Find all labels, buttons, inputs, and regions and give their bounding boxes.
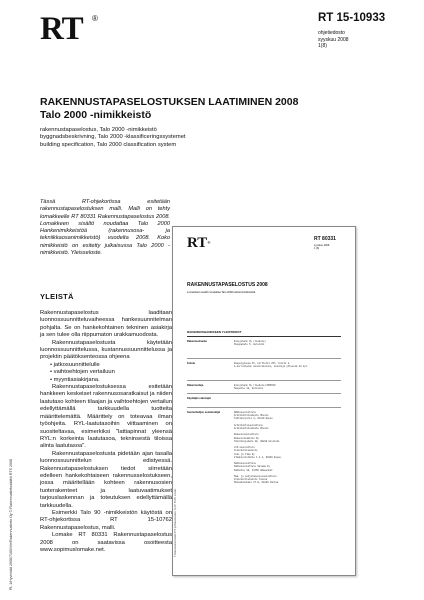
doc-date: syyskuu 2008 bbox=[318, 36, 349, 43]
list-item: • myyntiasiakirjana. bbox=[50, 377, 172, 384]
preview-date: syyskuu 2008 bbox=[314, 244, 330, 247]
preview-divider bbox=[187, 336, 341, 337]
preview-row-value: ARKkesuunnittelu Arkkitehtitoimisto Oheste Tahtikarpirii 4, 01110 Espoo Arkkitehtisuunnittelu Arkkitehtitoimisto Oheste Rakennesuunnittelu Rakennetoimisto Oy Ydentikujakatu 2A, 00220 Helsinki LVI-suunnittelu Insinööritoimisto Vesi ja Ilma Oy Ilmakierintätie 1 A 4, 00440 Espoo Sähkösuunnittelu Sähkösuunnittelu Salama Ky Sähkötie 38, 14750 Hämeenkat Maa- ja pohjarakennesuunnittelu Insinööritoimisto Tukeva Maisakatukatu 27 B, 01820 Vantaa bbox=[234, 411, 281, 485]
rt-logo-text: RT bbox=[40, 11, 83, 47]
paragraph: Rakennustapaselostusta pidetään ajan tasalla luonnossuunnittelun edistyessä. Rakennustapaselostuksen tiedot siirretään edelleen hankekohtaiseen rakennusselostukseen, jossa määritellään kohteen rakennusosien tuoterakenteet ja laatuvaatimukset tarjouslaskennan ja toteutuksen edellyttämällä tarkkuudella. bbox=[40, 450, 172, 509]
document-title bbox=[40, 96, 400, 122]
preview-row-label: Suunnittelijat, asiantuntijat bbox=[187, 411, 221, 414]
registered-mark: ® bbox=[92, 14, 98, 23]
doc-pages: 1(8) bbox=[318, 43, 327, 50]
preview-row-value: Kaupunginosa 15, korttelit 257, tontti 4. A-kerrostalon asuinrakennus, asuntoja yhteensä 44 kpl. bbox=[234, 362, 309, 369]
preview-row-label: Käyttäjän edustajat bbox=[187, 397, 211, 400]
keywords bbox=[40, 127, 400, 149]
document-meta bbox=[318, 30, 349, 50]
keywords-fi: rakennustapaselostus, Talo 2000 -nimikkeistö bbox=[40, 127, 157, 133]
paragraph: Lomake RT 80331 Rakennustapaselostus 2008 on saatavissa osoitteesta www.sopimuslomake.net. bbox=[40, 532, 172, 553]
preview-row-value: Einojuhank Oy (tiedote) Muuppakatu 5, Helsinki bbox=[234, 340, 266, 347]
preview-pages: 1 (6) bbox=[314, 247, 320, 251]
preview-logo-text: RT bbox=[187, 235, 208, 251]
preview-row-label: Kohde bbox=[187, 362, 196, 365]
bullet-list bbox=[40, 362, 172, 384]
title-line-1: RAKENNUSTAPASELOSTUKSEN LAATIMINEN 2008 bbox=[40, 96, 299, 108]
preview-meta bbox=[314, 244, 329, 251]
paragraph: Rakennustapaselostus laaditaan luonnossuunnitteluvaiheessa hankesuunnitelman pohjalta. Se on hankekohtainen tekninen asiakirja ja sen tulee olla riippumaton urakkamuodosta. bbox=[40, 310, 172, 339]
paragraph: Esimerkki Talo 90 -nimikkeistön käytöstä on RT-ohjekortissa RT 15-10762 Rakennustapaselostus, malli. bbox=[40, 509, 172, 531]
preview-code: RT 80331 bbox=[314, 236, 336, 242]
intro-text: Tässä RT-ohjekortissa esitetään rakennustapaselostuksen malli. Malli on tehty lomakkeelle RT 80331 Rakennustapaselostus 2008. Lomakkeen sisältö noudattaa Talo 2000 Hankenimikkeistöä (rakennusosa- ja tekniikkaosanimikkeistö) vuodelta 2008. Koko nimikkeistö on esitetty julkaisussa Talo 2000 -nimikkeistö. Yleisseloste. bbox=[40, 199, 170, 257]
row-divider bbox=[187, 407, 341, 408]
preview-subtitle: Lomakkeen sisältö noudattaa Talo 2000 Hankenimikkeistöä. bbox=[187, 291, 256, 294]
preview-side-imprint: © Rakennustietosäätiö RTS ja Rakennustieto Oy RT 80331 lomake bbox=[175, 488, 177, 557]
keywords-en: building specification, Talo 2000 classification system bbox=[40, 141, 177, 148]
preview-registered-mark: ® bbox=[207, 240, 211, 245]
preview-title: RAKENNUSTAPASELOSTUS 2008 bbox=[187, 282, 268, 288]
preview-row-label: Rakennuttaja bbox=[187, 384, 204, 387]
paragraph: Rakennustapaselostuksessa esitetään hankkeen keskeiset rakennusosaratkaisut ja niiden laatutaso kohteen tilaajan ja vaihtoehtojen vertailun edellyttämällä tarkkuudella tuotteita määrittelemättä. Määrittely on toteavaa ilman työohjeita. RYL-laatutasoihin viittaaminen on suositeltavaa, esimerkiksi "lattiapinnat yleensä RYL:n korkeinta laatutasoa, tekninsestä tiloissa alinta laatutasoa". bbox=[40, 384, 172, 450]
list-item: • vaihtoehtojen vertailuun bbox=[50, 369, 172, 376]
paragraph: Rakennustapaselostusta käytetään luonnossuunnittelussa, kustannussuunnittelussa ja projektin päätöksenteossa ohjeena bbox=[40, 339, 172, 361]
rt-logo bbox=[40, 12, 110, 46]
body-text bbox=[40, 310, 172, 554]
doc-type: ohjetiedosto bbox=[318, 30, 345, 36]
row-divider bbox=[187, 358, 341, 359]
section-heading: YLEISTÄ bbox=[40, 292, 74, 301]
preview-rt-logo bbox=[187, 235, 210, 251]
side-imprint: PL 1/Hyvinkää 2008/7100/Vie/Rakennustieto Oy © Rakennustietosäätiö RTS 2008 bbox=[9, 458, 13, 590]
form-preview-page bbox=[172, 226, 356, 576]
preview-section-heading: RAKENNUSHANKKEEN YLEISTIEDOT bbox=[187, 330, 242, 334]
document-code: RT 15-10933 bbox=[318, 12, 386, 24]
list-item: • jatkosuunnittelulle bbox=[50, 362, 172, 369]
preview-row-label: Rakennushanke bbox=[187, 340, 207, 343]
row-divider bbox=[187, 393, 341, 394]
preview-row-value: Einojuhank Oy (tiedote)/PRKTHO Maupotie 18, Helsinki bbox=[234, 384, 276, 391]
row-divider bbox=[187, 380, 341, 381]
title-line-2: Talo 2000 -nimikkeistö bbox=[40, 109, 152, 121]
keywords-sv: byggnadsbeskrivning, Talo 2000 -klassificeringssystemet bbox=[40, 134, 186, 141]
